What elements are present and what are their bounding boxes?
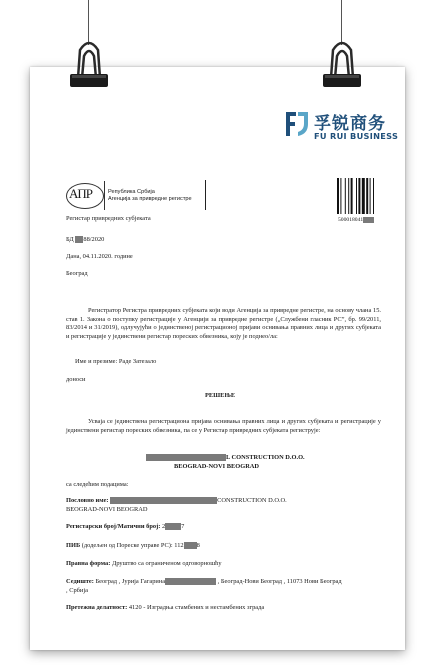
case-prefix: БД [66, 236, 76, 243]
company-name-line2: BEOGRAD-NOVI BEOGRAD [174, 463, 260, 470]
business-name-tail: CONSTRUCTION D.O.O. [217, 497, 287, 504]
seat-row [66, 578, 342, 586]
business-name-label: Пословно име: [66, 497, 109, 504]
pib-label: ПИБ [66, 542, 81, 549]
case-suffix: 88/2020 [83, 236, 105, 243]
redaction [146, 454, 226, 461]
binder-clip-right-icon [319, 38, 365, 88]
barcode-bar [358, 178, 360, 214]
redaction [165, 523, 181, 530]
following-data: са следећим подацима: [66, 481, 129, 488]
agency-line1: Република Србија [108, 189, 155, 195]
decision-title: РЕШЕЊЕ [205, 392, 236, 399]
barcode-number-text: 500018041 [338, 217, 364, 223]
apr-logo-text: АПР [69, 186, 93, 201]
barcode-bar [373, 178, 374, 214]
agency-line2: Агенција за привредне регистре [108, 196, 192, 202]
registration-number-head: 2 [160, 523, 166, 530]
decision-paragraph: Усваја се јединствена регистрациона пријава оснивања правних лица и других субјеката и регистрације у јединствени регистар пореских обвезника, па се у Регистар привредних субјеката региструје: [66, 418, 381, 434]
applicant-name: Име и презиме: Раде Затезало [75, 358, 157, 365]
barcode-bar [340, 178, 341, 214]
business-name-line2: BEOGRAD-NOVI BEOGRAD [66, 506, 148, 513]
company-name-tail: L CONSTRUCTION D.O.O. [226, 454, 305, 461]
pib-tail: 8 [196, 542, 200, 549]
seat-head: Београд , Јурија Гагарина [93, 578, 166, 585]
registration-number-row [66, 523, 184, 531]
legal-form-value: Друштво са ограниченом одговорношћу [110, 560, 222, 567]
registry-name: Регистар привредних субјеката [66, 215, 151, 222]
agency-divider [104, 181, 105, 210]
business-name-row [66, 497, 287, 505]
barcode-bar [348, 178, 349, 214]
furui-logo-icon [284, 110, 310, 138]
seat-label: Седиште: [66, 578, 94, 585]
activity-value: 4120 - Изградња стамбених и нестамбених зграда [127, 604, 265, 611]
barcode-icon [337, 178, 386, 214]
seat-line2: , Србија [66, 587, 88, 594]
barcode-number [338, 216, 374, 224]
legal-form-label: Правна форма: [66, 560, 111, 567]
redaction [110, 497, 217, 504]
redaction [165, 578, 216, 585]
barcode-bar [337, 178, 339, 214]
barcode-bar [362, 178, 365, 214]
legal-form-row [66, 560, 222, 568]
barcode-bar [351, 178, 353, 214]
case-number [66, 236, 104, 244]
company-name-line1 [146, 454, 305, 462]
activity-label: Претежна делатност: [66, 604, 128, 611]
decision-city: Београд [66, 270, 88, 277]
activity-row [66, 604, 264, 612]
binder-clip-left-icon [66, 38, 112, 88]
donosi-text: доноси [66, 376, 86, 383]
barcode-bar [366, 178, 368, 214]
redaction [184, 542, 197, 549]
barcode-bar [345, 178, 346, 214]
redaction [363, 217, 374, 223]
intro-paragraph: Регистратор Регистра привредних субјеката који води Агенција за привредне регистре, на основу члана 15. став 1. Закона о поступку регистрације у Агенцији за привредне регистре („Службени гласник РС”, бр. 99/2011, 83/2014 и 31/2019), одлучујући о јединственој регистрационој пријави оснивања правних лица и других субјеката и регистрације у јединствени регистар пореских обвезника, коју је поднео/ла: [66, 307, 381, 340]
decision-date: Дана, 04.11.2020. године [66, 253, 133, 260]
header-rule [205, 180, 206, 210]
brand-name-en: FU RUI BUSINESS [314, 131, 399, 141]
pib-row [66, 542, 200, 550]
pib-text: (додељен од Пореске управе РС): 112 [80, 542, 184, 549]
barcode-bar [370, 178, 371, 214]
barcode-bar [356, 178, 357, 214]
seat-tail: , Београд-Нови Београд , 11073 Нови Београд [216, 578, 342, 585]
registration-number-label: Регистарски број/Матични број: [66, 523, 161, 530]
brand-name-cn: 孚锐商务 [314, 114, 386, 134]
registration-number-tail: 7 [181, 523, 185, 530]
